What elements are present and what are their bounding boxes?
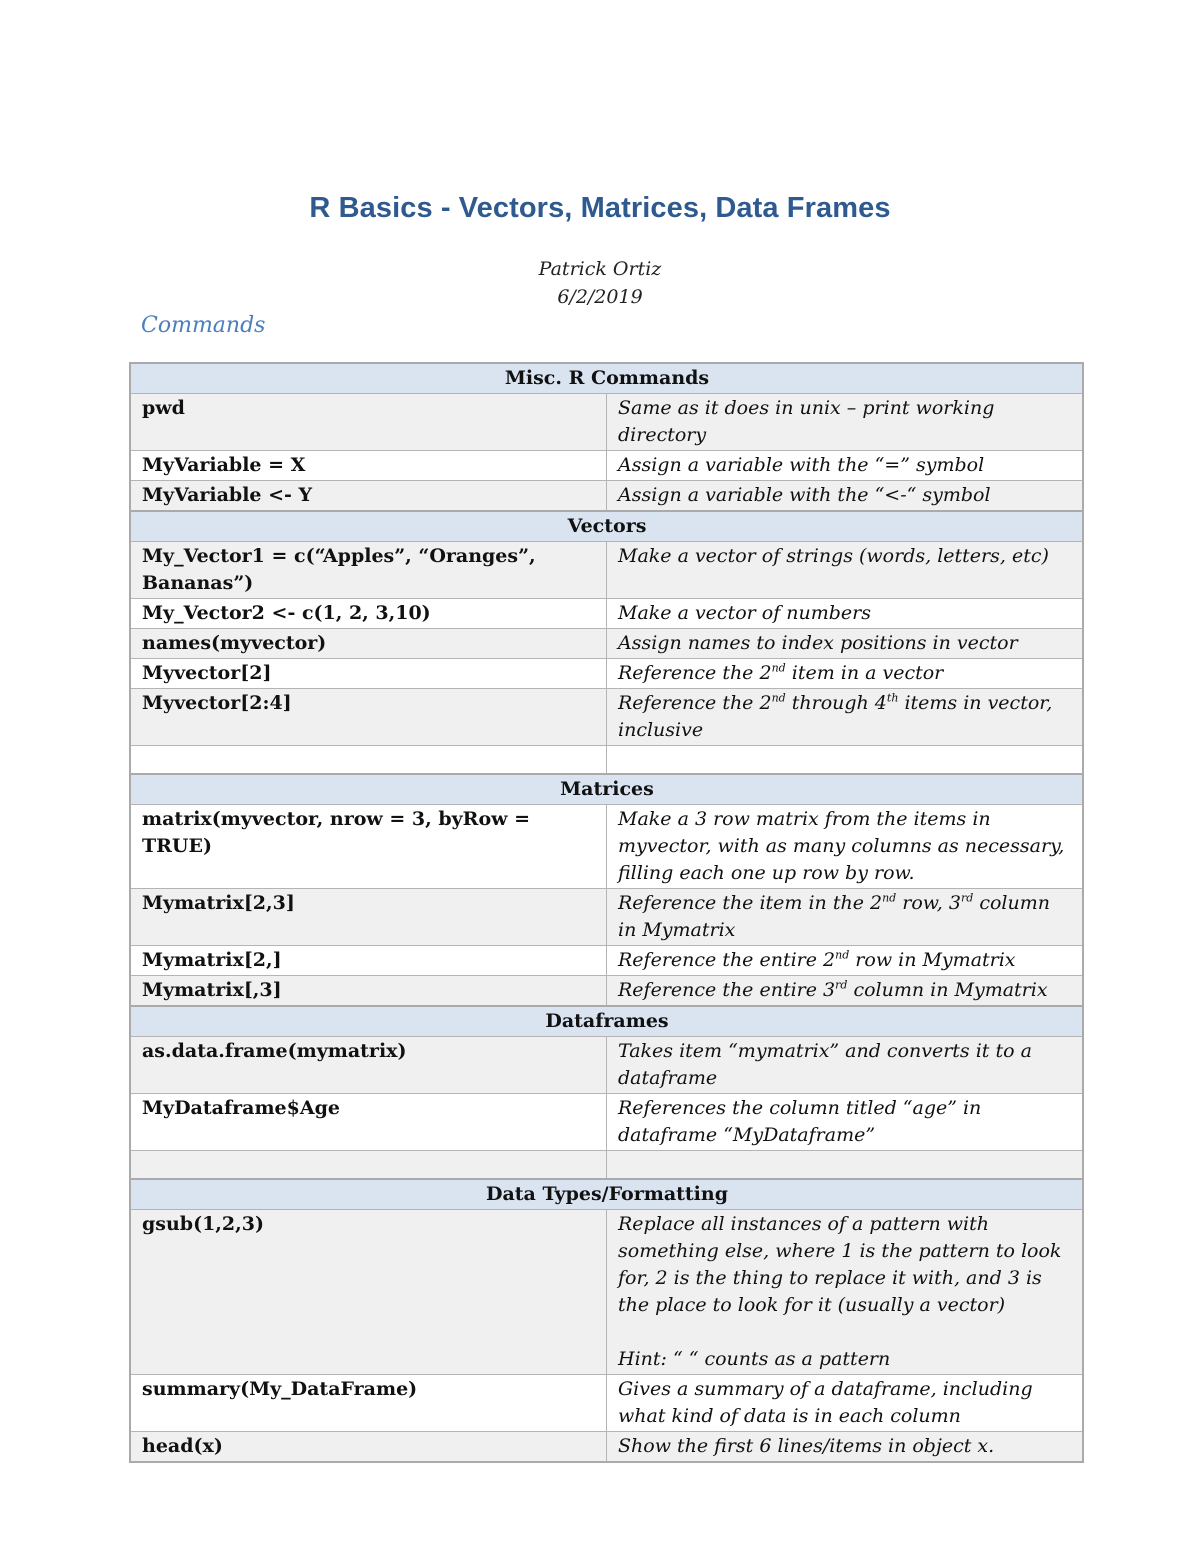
commands-table (129, 362, 1084, 1463)
command-cell: Mymatrix[2,3] (130, 889, 607, 946)
description-cell: Make a vector of numbers (607, 599, 1084, 629)
command-cell: as.data.frame(mymatrix) (130, 1037, 607, 1094)
table-row-empty (130, 746, 1083, 775)
hint-text: Hint: “ “ counts as a pattern (618, 1348, 891, 1370)
document-date: 6/2/2019 (557, 286, 643, 308)
table-row (130, 542, 1083, 599)
command-cell: MyVariable = X (130, 451, 607, 481)
section-heading: Commands (141, 313, 266, 338)
description-cell: Same as it does in unix – print working directory (607, 394, 1084, 451)
command-cell: matrix(myvector, nrow = 3, byRow = TRUE) (130, 805, 607, 889)
description-cell: Show the first 6 lines/items in object x. (607, 1432, 1084, 1463)
command-cell: Mymatrix[2,] (130, 946, 607, 976)
table-row (130, 976, 1083, 1007)
table-row (130, 889, 1083, 946)
table-row (130, 1375, 1083, 1432)
description-cell: Assign a variable with the “<-“ symbol (607, 481, 1084, 512)
command-cell: Mymatrix[,3] (130, 976, 607, 1007)
table-row (130, 1210, 1083, 1375)
table-row (130, 599, 1083, 629)
description-cell: Assign a variable with the “=” symbol (607, 451, 1084, 481)
table-row (130, 1037, 1083, 1094)
table-section-header (130, 511, 1083, 542)
description-cell: Takes item “mymatrix” and converts it to a dataframe (607, 1037, 1084, 1094)
description-cell: Make a 3 row matrix from the items in myvector, with as many columns as necessary, filling each one up row by row. (607, 805, 1084, 889)
command-cell: MyVariable <- Y (130, 481, 607, 512)
table-row (130, 1094, 1083, 1151)
command-cell: head(x) (130, 1432, 607, 1463)
description-cell: Replace all instances of a pattern with something else, where 1 is the pattern to look for, 2 is the thing to replace it with, and 3 is the place to look for it (usually a vector) Hint: “ “ counts as a pattern (607, 1210, 1084, 1375)
table-row (130, 689, 1083, 746)
command-cell: MyDataframe$Age (130, 1094, 607, 1151)
description-cell: Reference the item in the 2nd row, 3rd column in Mymatrix (607, 889, 1084, 946)
description-cell: Reference the 2nd through 4th items in vector, inclusive (607, 689, 1084, 746)
command-cell: names(myvector) (130, 629, 607, 659)
command-cell: Myvector[2] (130, 659, 607, 689)
table-row-empty (130, 1151, 1083, 1180)
section-header-dataframes: Dataframes (130, 1006, 1083, 1037)
table-row (130, 451, 1083, 481)
table-section-header (130, 774, 1083, 805)
table-row (130, 1432, 1083, 1463)
empty-cell (130, 746, 607, 775)
command-cell: summary(My_DataFrame) (130, 1375, 607, 1432)
command-cell: gsub(1,2,3) (130, 1210, 607, 1375)
section-header-misc: Misc. R Commands (130, 363, 1083, 394)
table-row (130, 805, 1083, 889)
table-row (130, 394, 1083, 451)
document-author: Patrick Ortiz (538, 258, 662, 280)
table-row (130, 946, 1083, 976)
document-title: R Basics - Vectors, Matrices, Data Frames (309, 192, 891, 224)
description-cell: Reference the entire 3rd column in Mymatrix (607, 976, 1084, 1007)
section-header-vectors: Vectors (130, 511, 1083, 542)
table-row (130, 481, 1083, 512)
section-header-matrices: Matrices (130, 774, 1083, 805)
command-cell: pwd (130, 394, 607, 451)
description-cell: References the column titled “age” in dataframe “MyDataframe” (607, 1094, 1084, 1151)
description-cell: Reference the 2nd item in a vector (607, 659, 1084, 689)
table-section-header (130, 1006, 1083, 1037)
table-row (130, 659, 1083, 689)
command-cell: My_Vector2 <- c(1, 2, 3,10) (130, 599, 607, 629)
table-section-header (130, 1179, 1083, 1210)
empty-cell (607, 1151, 1084, 1180)
description-cell: Assign names to index positions in vector (607, 629, 1084, 659)
command-cell: Myvector[2:4] (130, 689, 607, 746)
empty-cell (607, 746, 1084, 775)
description-cell: Reference the entire 2nd row in Mymatrix (607, 946, 1084, 976)
command-cell: My_Vector1 = c(“Apples”, “Oranges”, Bananas”) (130, 542, 607, 599)
table-section-header (130, 363, 1083, 394)
table-row (130, 629, 1083, 659)
description-cell: Gives a summary of a dataframe, including what kind of data is in each column (607, 1375, 1084, 1432)
section-header-datatypes: Data Types/Formatting (130, 1179, 1083, 1210)
empty-cell (130, 1151, 607, 1180)
description-cell: Make a vector of strings (words, letters, etc) (607, 542, 1084, 599)
